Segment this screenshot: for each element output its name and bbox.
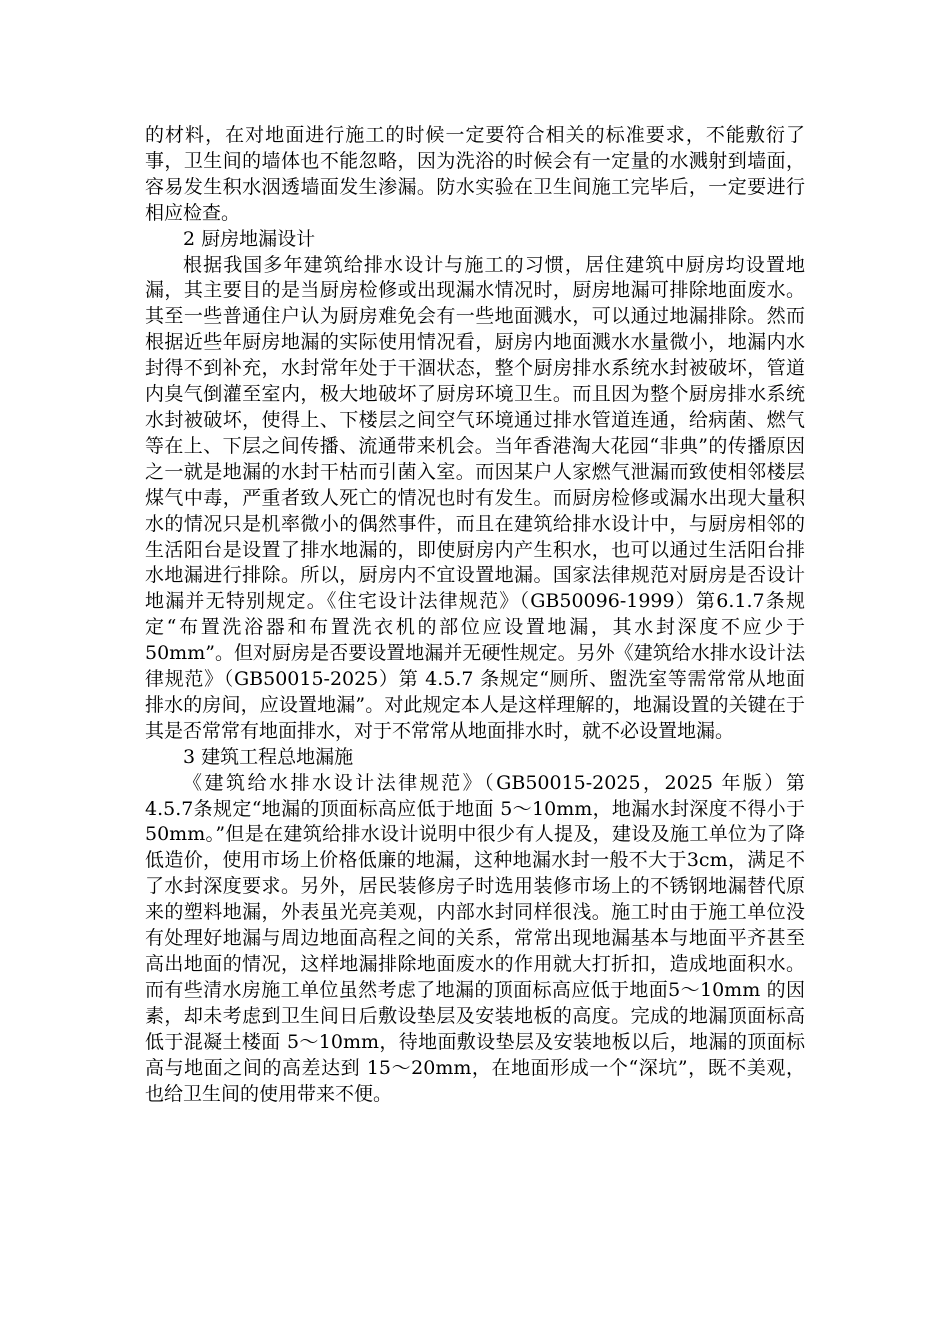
paragraph-floor-drain-construction: 《建筑给水排水设计法律规范》（GB50015-2025，2025 年版）第 4.5.7条规定“地漏的顶面标高应低于地面 5～10mm，地漏水封深度不得小于50mm。”但是在建筑给排水设计说明中很少有人提及，建设及施工单位为了降低造价，使用市场上价格低廉的地漏，这种地漏水封一般不大于3cm，满足不了水封深度要求。另外，居民装修房子时选用装修市场上的不锈钢地漏替代原来的塑料地漏，外表虽光亮美观，内部水封同样很浅。施工时由于施工单位没有处理好地漏与周边地面高程之间的关系，常常出现地漏基本与地面平齐甚至高出地面的情况，这样地漏排除地面废水的作用就大打折扣，造成地面积水。而有些清水房施工单位虽然考虑了地漏的顶面标高应低于地面5～10mm 的因素，却未考虑到卫生间日后敷设垫层及安装地板的高度。完成的地漏顶面标高低于混凝土楼面 5～10mm，待地面敷设垫层及安装地板以后，地漏的顶面标高与地面之间的高差达到 15～20mm，在地面形成一个“深坑”，既不美观，也给卫生间的使用带来不便。	[145, 771, 805, 1105]
paragraph-waterproofing-continuation: 的材料，在对地面进行施工的时候一定要符合相关的标准要求，不能敷衍了事，卫生间的墙体也不能忽略，因为洗浴的时候会有一定量的水溅射到墙面，容易发生积水洇透墙面发生渗漏。防水实验在卫生间施工完毕后，一定要进行相应检查。	[145, 124, 805, 224]
paragraph-kitchen-floor-drain: 根据我国多年建筑给排水设计与施工的习惯，居住建筑中厨房均设置地漏，其主要目的是当厨房检修或出现漏水情况时，厨房地漏可排除地面废水。其至一些普通住户认为厨房难免会有一些地面溅水，可以通过地漏排除。然而根据近些年厨房地漏的实际使用情况看，厨房内地面溅水水量微小，地漏内水封得不到补充，水封常年处于干涸状态，整个厨房排水系统水封被破坏，管道内臭气倒灌至室内，极大地破坏了厨房环境卫生。而且因为整个厨房排水系统水封被破坏，使得上、下楼层之间空气环境通过排水管道连通，给病菌、燃气等在上、下层之间传播、流通带来机会。当年香港淘大花园“非典”的传播原因之一就是地漏的水封干枯而引菌入室。而因某户人家燃气泄漏而致使相邻楼层煤气中毒，严重者致人死亡的情况也时有发生。而厨房检修或漏水出现大量积水的情况只是机率微小的偶然事件，而且在建筑给排水设计中，与厨房相邻的生活阳台是设置了排水地漏的，即使厨房内产生积水，也可以通过生活阳台排水地漏进行排除。所以，厨房内不宜设置地漏。国家法律规范对厨房是否设计地漏并无特别规定。《住宅设计法律规范》（GB50096-1999）第6.1.7条规定“布置洗浴器和布置洗衣机的部位应设置地漏，其水封深度不应少于50mm”。但对厨房是否要设置地漏并无硬性规定。另外《建筑给水排水设计法律规范》（GB50015-2025）第 4.5.7 条规定“厕所、盥洗室等需常常从地面排水的房间，应设置地漏”。对此规定本人是这样理解的，地漏设置的关键在于其是否常常有地面排水，对于不常常从地面排水时，就不必设置地漏。	[145, 253, 805, 742]
section-heading-kitchen-floor-drain: 2 厨房地漏设计	[183, 227, 316, 250]
section-heading-floor-drain-construction: 3 建筑工程总地漏施	[183, 745, 354, 768]
document-body	[145, 123, 805, 1107]
